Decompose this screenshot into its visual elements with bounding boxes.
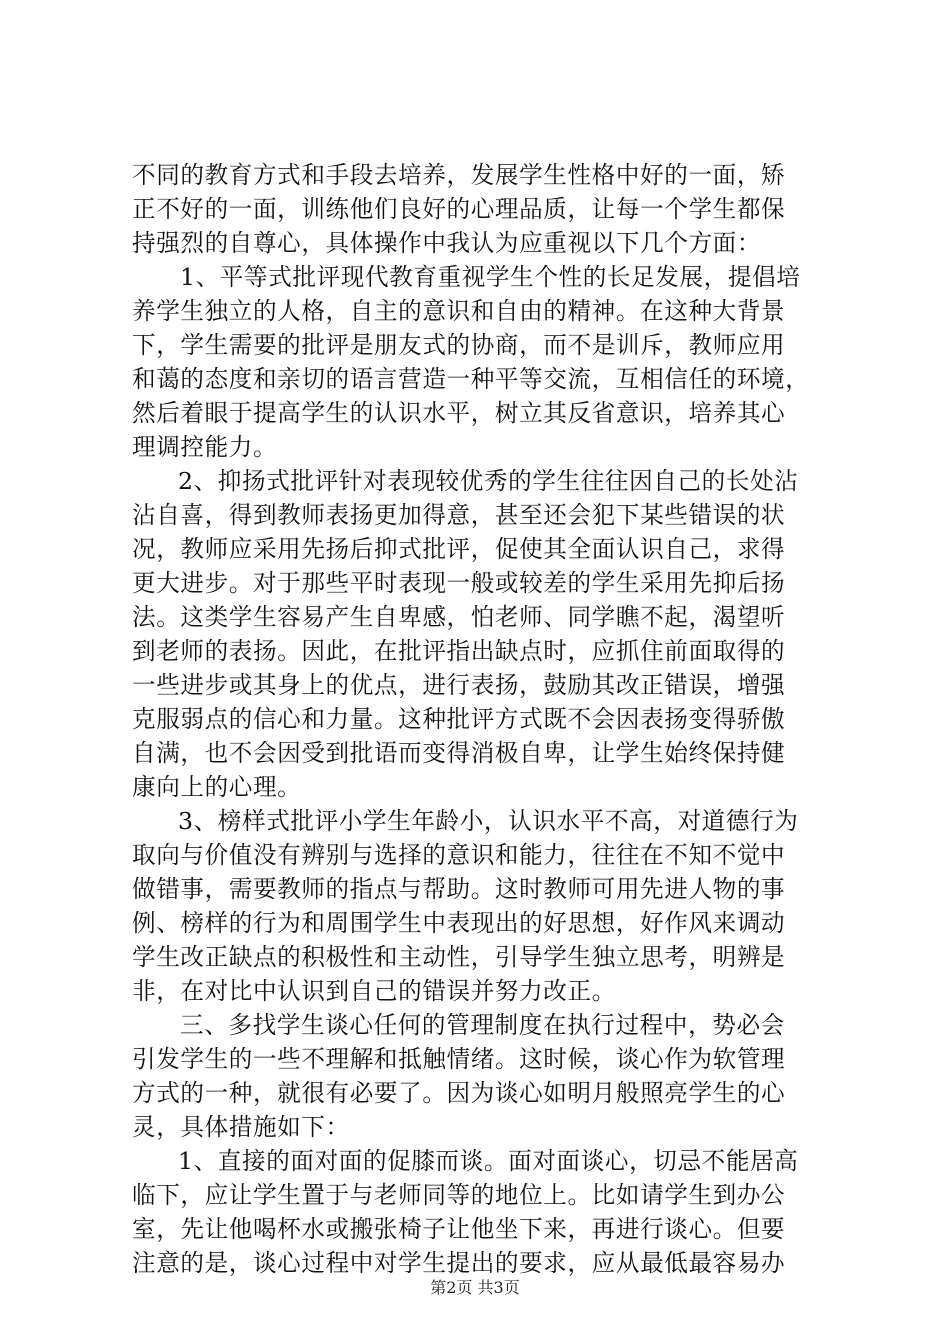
paragraph-first-line: 2、抑扬式批评针对表现较优秀的学生往往因自己的长处沾	[178, 467, 799, 495]
text-line: 取向与价值没有辨别与选择的意识和能力，往往在不知不觉中	[132, 841, 786, 869]
page-footer: 第2页 共3页	[430, 1278, 520, 1297]
text-line: 理调控能力。	[132, 433, 278, 461]
text-line: 室，先让他喝杯水或搬张椅子让他坐下来，再进行谈心。但要	[132, 1215, 786, 1243]
text-line: 养学生独立的人格，自主的意识和自由的精神。在这种大背景	[132, 297, 786, 325]
text-line: 克服弱点的信心和力量。这种批评方式既不会因表扬变得骄傲	[132, 705, 786, 733]
text-line: 做错事，需要教师的指点与帮助。这时教师可用先进人物的事	[132, 875, 786, 903]
text-line: 方式的一种，就很有必要了。因为谈心如明月般照亮学生的心	[132, 1079, 786, 1107]
text-line: 到老师的表扬。因此，在批评指出缺点时，应抓住前面取得的	[132, 637, 786, 665]
text-line: 下，学生需要的批评是朋友式的协商，而不是训斥，教师应用	[132, 331, 786, 359]
text-line: 正不好的一面，训练他们良好的心理品质，让每一个学生都保	[132, 195, 786, 223]
text-line: 况，教师应采用先扬后抑式批评，促使其全面认识自己，求得	[132, 535, 786, 563]
paragraph-first-line: 1、直接的面对面的促膝而谈。面对面谈心，切忌不能居高	[178, 1147, 799, 1175]
text-line: 然后着眼于提高学生的认识水平，树立其反省意识，培养其心	[132, 399, 786, 427]
text-line: 注意的是，谈心过程中对学生提出的要求，应从最低最容易办	[132, 1249, 786, 1277]
text-line: 引发学生的一些不理解和抵触情绪。这时候，谈心作为软管理	[132, 1045, 786, 1073]
text-line: 沾自喜，得到教师表扬更加得意，甚至还会犯下某些错误的状	[132, 501, 786, 529]
text-line: 例、榜样的行为和周围学生中表现出的好思想，好作风来调动	[132, 909, 786, 937]
text-line: 灵，具体措施如下：	[132, 1113, 350, 1141]
text-line: 康向上的心理。	[132, 773, 302, 801]
text-line: 非，在对比中认识到自己的错误并努力改正。	[132, 977, 616, 1005]
paragraph-first-line: 3、榜样式批评小学生年龄小，认识水平不高，对道德行为	[178, 807, 799, 835]
text-line: 学生改正缺点的积极性和主动性，引导学生独立思考，明辨是	[132, 943, 786, 971]
text-line: 自满，也不会因受到批语而变得消极自卑，让学生始终保持健	[132, 739, 786, 767]
text-line: 更大进步。对于那些平时表现一般或较差的学生采用先抑后扬	[132, 569, 786, 597]
text-line: 和蔼的态度和亲切的语言营造一种平等交流，互相信任的环境，	[132, 365, 810, 393]
text-line: 持强烈的自尊心，具体操作中我认为应重视以下几个方面：	[132, 229, 762, 257]
text-line: 法。这类学生容易产生自卑感，怕老师、同学瞧不起，渴望听	[132, 603, 786, 631]
text-line: 一些进步或其身上的优点，进行表扬，鼓励其改正错误，增强	[132, 671, 786, 699]
text-line: 临下，应让学生置于与老师同等的地位上。比如请学生到办公	[132, 1181, 786, 1209]
paragraph-first-line: 1、平等式批评现代教育重视学生个性的长足发展，提倡培	[180, 263, 801, 291]
text-line: 不同的教育方式和手段去培养，发展学生性格中好的一面，矫	[132, 161, 786, 189]
section-heading-line: 三、多找学生谈心任何的管理制度在执行过程中，势必会	[180, 1011, 785, 1039]
